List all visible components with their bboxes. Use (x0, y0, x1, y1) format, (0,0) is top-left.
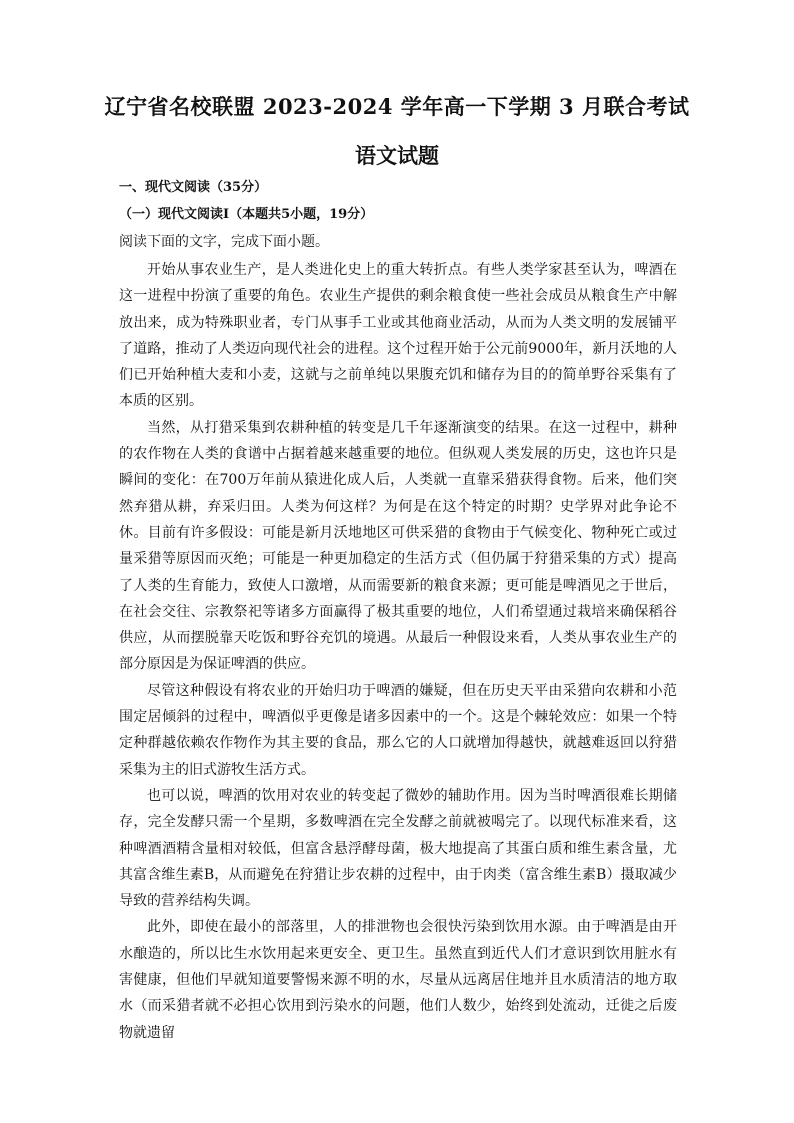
passage-paragraph: 当然，从打猎采集到农耕种植的转变是几千年逐渐演变的结果。在这一过程中，耕种的农作物在人类的食谱中占据着越来越重要的地位。但纵观人类发展的历史，这也许只是瞬间的变化：在700万年前从猿进化成人后，人类就一直靠采猎获得食物。后来，他们突然弃猎从耕，弃采归田。人类为何这样？为何是在这个特定的时期？史学界对此争论不休。目前有许多假设：可能是新月沃地地区可供采猎的食物由于气候变化、物种死亡或过量采猎等原因而灭绝；可能是一种更加稳定的生活方式（但仍属于狩猎采集的方式）提高了人类的生育能力，致使人口激增，从而需要新的粮食来源；更可能是啤酒见之于世后，在社会交往、宗教祭祀等诸多方面赢得了极其重要的地位，人们希望通过栽培来确保稻谷供应，从而摆脱靠天吃饭和野谷充饥的境遇。从最后一种假设来看，人类从事农业生产的部分原因是为保证啤酒的供应。 (119, 419, 677, 673)
exam-title: 辽宁省名校联盟 2023-2024 学年高一下学期 3 月联合考试 (104, 94, 690, 119)
passage-paragraph: 开始从事农业生产，是人类进化史上的重大转折点。有些人类学家甚至认为，啤酒在这一进程中扮演了重要的角色。农业生产提供的剩余粮食使一些社会成员从粮食生产中解放出来，成为特殊职业者，专门从事手工业或其他商业活动，从而为人类文明的发展铺平了道路，推动了人类迈向现代社会的进程。这个过程开始于公元前9000年，新月沃地的人们已开始种植大麦和小麦，这就与之前单纯以果腹充饥和储存为目的的简单野谷采集有了本质的区别。 (119, 262, 677, 410)
passage-paragraph: 此外，即使在最小的部落里，人的排泄物也会很快污染到饮用水源。由于啤酒是由开水酿造的，所以比生水饮用起来更安全、更卫生。虽然直到近代人们才意识到饮用脏水有害健康，但他们早就知道要警惕来源不明的水，尽量从远离居住地并且水质清洁的地方取水（而采猎者就不必担心饮用到污染水的问题，他们人数少，始终到处流动，迁徙之后废物就遗留 (119, 919, 677, 1041)
instruction-text: 阅读下面的文字，完成下面小题。 (119, 234, 329, 250)
section-heading: 一、现代文阅读（35分） (119, 180, 268, 195)
exam-subject: 语文试题 (355, 143, 439, 168)
passage-paragraph: 尽管这种假设有将农业的开始归功于啤酒的嫌疑，但在历史天平由采猎向农耕和小范围定居倾斜的过程中，啤酒似乎更像是诸多因素中的一个。这是个棘轮效应：如果一个特定种群越依赖农作物作为其主要的食品，那么它的人口就增加得越快，就越难返回以狩猎采集为主的旧式游牧生活方式。 (119, 682, 677, 778)
passage-paragraph: 也可以说，啤酒的饮用对农业的转变起了微妙的辅助作用。因为当时啤酒很难长期储存，完全发酵只需一个星期，多数啤酒在完全发酵之前就被喝完了。以现代标准来看，这种啤酒酒精含量相对较低，但富含悬浮酵母菌，极大地提高了其蛋白质和维生素含量，尤其富含维生素B，从而避免在狩猎让步农耕的过程中，由于肉类（富含维生素B）摄取减少导致的营养结构失调。 (119, 787, 677, 910)
reading-passage (119, 257, 677, 1046)
subsection-heading: （一）现代文阅读Ⅰ（本题共5小题，19分） (119, 207, 374, 222)
